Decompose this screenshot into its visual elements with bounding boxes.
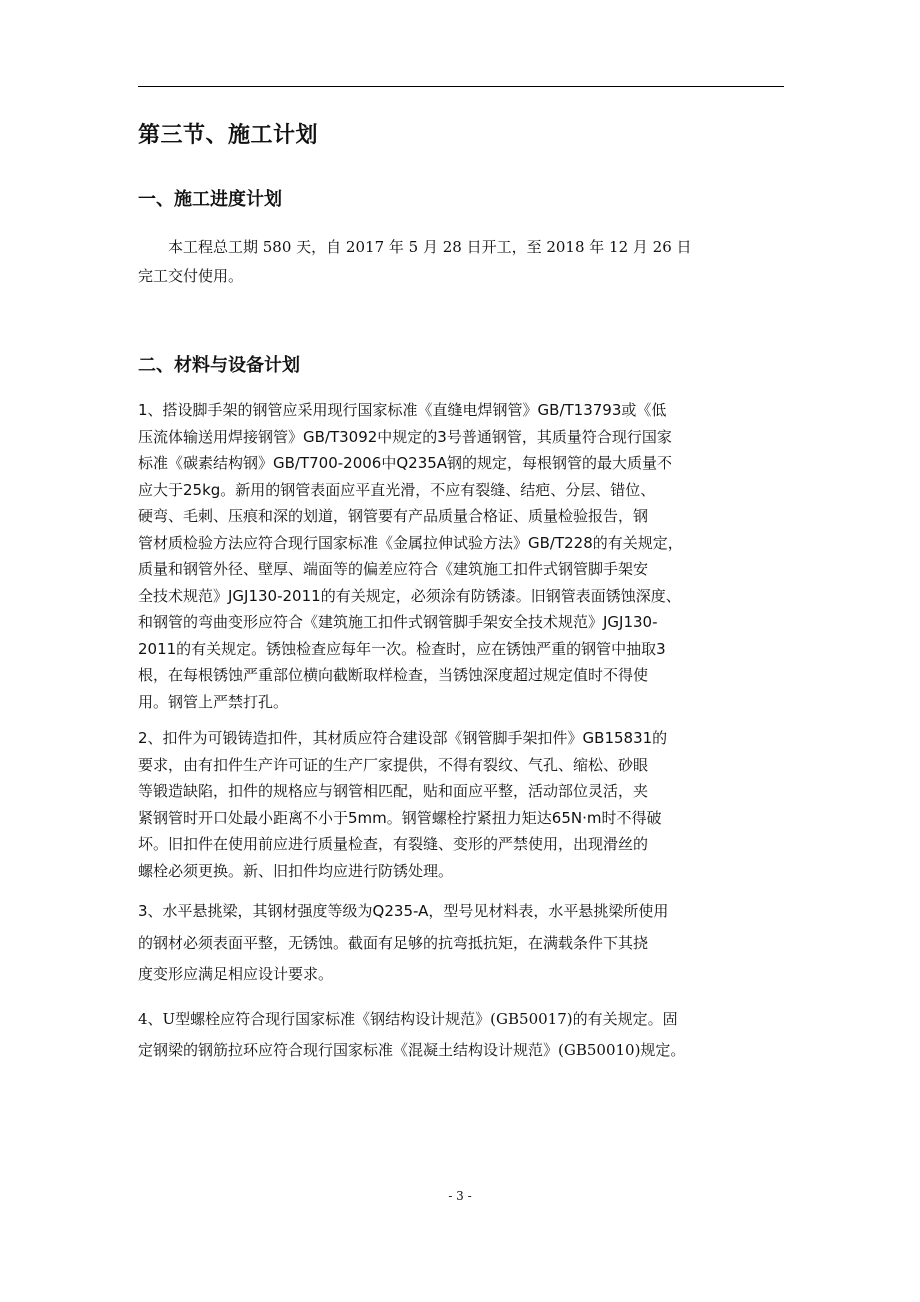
- materials-item-2: 2、扣件为可锻铸造扣件，其材质应符合建设部《钢管脚手架扣件》GB15831的 要求，由有扣件生产许可证的生产厂家提供，不得有裂纹、气孔、缩松、砂眼 等锻造缺陷，扣件的规格应与钢管相匹配，贴和面应平整，活动部位灵活，夹 紧钢管时开口处最小距离不小于5mm。钢管螺栓拧紧扭力矩达65N·m时不得破 坏。旧扣件在使用前应进行质量检查，有裂缝、变形的严禁使用，出现滑丝的 螺栓必须更换。新、旧扣件均应进行防锈处理。: [138, 729, 668, 880]
- materials-item-1: 1、搭设脚手架的钢管应采用现行国家标准《直缝电焊钢管》GB/T13793或《低 压流体输送用焊接钢管》GB/T3092中规定的3号普通钢管，其质量符合现行国家 标准《碳素结构钢》GB/T700-2006中Q235A钢的规定，每根钢管的最大质量不 应大于25kg。新用的钢管表面应平直光滑，不应有裂缝、结疤、分层、错位、 硬弯、毛刺、压痕和深的划道，钢管要有产品质量合格证、质量检验报告，钢 管材质检验方法应符合现行国家标准《金属拉伸试验方法》GB/T228的有关规定， 质量和钢管外径、壁厚、端面等的偏差应符合《建筑施工扣件式钢管脚手架安 全技术规范》JGJ130-2011的有关规定，必须涂有防锈漆。旧钢管表面锈蚀深度、 和钢管的弯曲变形应符合《建筑施工扣件式钢管脚手架安全技术规范》JGJ130- 2011的有关规定。锈蚀检查应每年一次。检查时，应在锈蚀严重的钢管中抽取3 根，在每根锈蚀严重部位横向截断取样检查，当锈蚀深度超过规定值时不得使 用。钢管上严禁打孔。: [138, 401, 683, 711]
- schedule-heading: 一、施工进度计划: [138, 189, 282, 210]
- section-title: 第三节、施工计划: [138, 123, 319, 148]
- page-number: - 3 -: [448, 1189, 472, 1203]
- page-content: [138, 116, 784, 1066]
- header-rule: [138, 86, 784, 87]
- materials-heading: 二、材料与设备计划: [138, 355, 300, 376]
- materials-item-4: 4、U型螺栓应符合现行国家标准《钢结构设计规范》(GB50017)的有关规定。固 定钢梁的钢筋拉环应符合现行国家标准《混凝土结构设计规范》(GB50010)规定。: [138, 1009, 686, 1059]
- materials-item-3: 3、水平悬挑梁，其钢材强度等级为Q235-A，型号见材料表，水平悬挑梁所使用 的钢材必须表面平整，无锈蚀。截面有足够的抗弯抵抗矩，在满载条件下其挠 度变形应满足相应设计要求。: [138, 902, 669, 983]
- schedule-paragraph: 本工程总工期 580 天，自 2017 年 5 月 28 日开工，至 2018 年 12 月 26 日 完工交付使用。: [138, 238, 692, 285]
